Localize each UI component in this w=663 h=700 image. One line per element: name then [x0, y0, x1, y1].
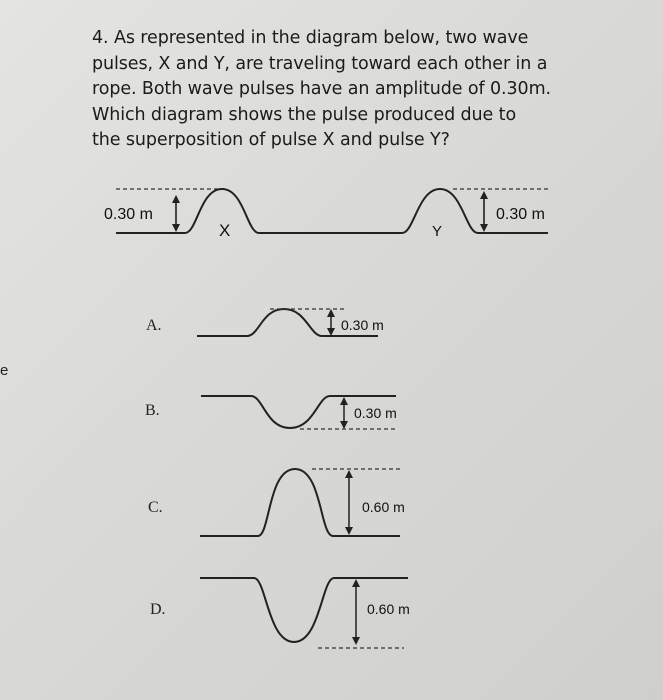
option-a-letter: A.: [146, 317, 162, 334]
top-wave-diagram: [104, 189, 548, 240]
question-line: the superposition of pulse X and pulse Y?: [92, 130, 450, 150]
question-line: Which diagram shows the pulse produced due to: [92, 104, 517, 125]
question-line: pulses, X and Y, are traveling toward each other in a: [92, 53, 548, 74]
question-line: rope. Both wave pulses have an amplitude of 0.30m.: [92, 79, 551, 99]
pulse-x-label: X: [219, 221, 231, 240]
option-b-amplitude-label: 0.30 m: [354, 405, 397, 421]
option-c-amplitude-label: 0.60 m: [362, 499, 405, 515]
top-right-amplitude-label: 0.30 m: [496, 206, 545, 223]
option-b: [145, 396, 397, 429]
option-c: [148, 469, 405, 536]
option-d-letter: D.: [150, 601, 166, 618]
option-c-letter: C.: [148, 499, 163, 516]
pulse-y-label: Y: [432, 223, 443, 240]
top-rope-waveform: [185, 189, 548, 233]
top-left-amplitude-label: 0.30 m: [104, 206, 153, 223]
option-a: [146, 309, 384, 336]
option-b-letter: B.: [145, 402, 160, 419]
cropped-edge-letter: e: [0, 362, 9, 379]
question-line: 4. As represented in the diagram below, two wave: [92, 28, 529, 48]
option-d-amplitude-label: 0.60 m: [367, 601, 410, 617]
option-a-amplitude-label: 0.30 m: [341, 317, 384, 333]
option-d: [150, 578, 410, 648]
